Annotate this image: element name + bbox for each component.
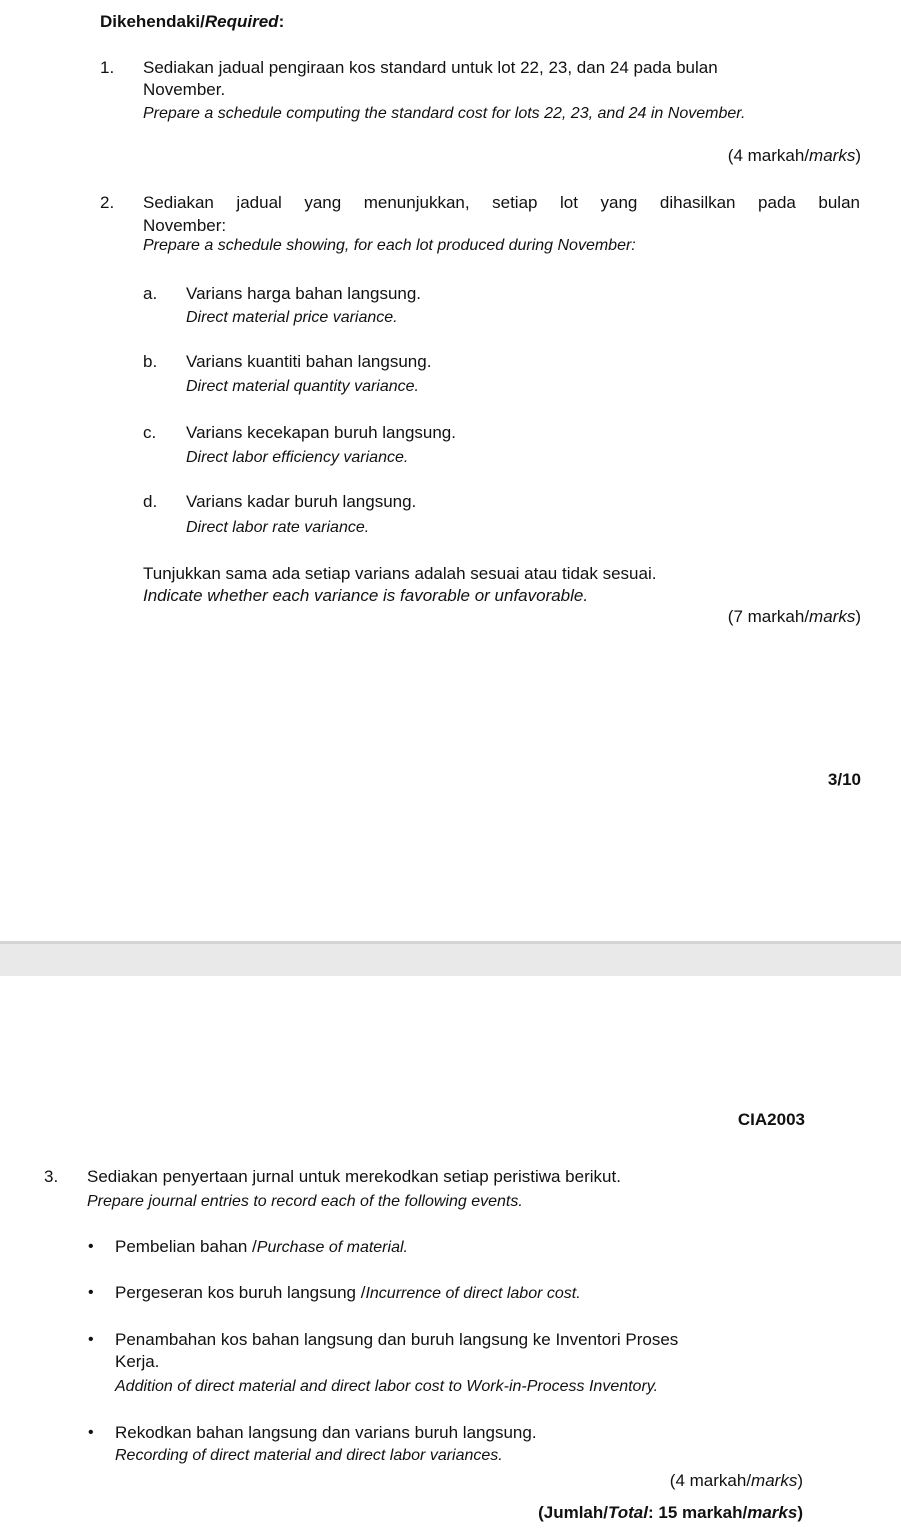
q3-number: 3. bbox=[44, 1167, 59, 1186]
q3-text-ms: Sediakan penyertaan jurnal untuk merekodkan setiap peristiwa berikut. bbox=[87, 1167, 621, 1186]
q2-text-ms-line2: November: bbox=[143, 216, 227, 235]
q2-instruction-en: Indicate whether each variance is favorable or unfavorable. bbox=[143, 586, 589, 605]
q3-bullet-text: Pembelian bahan /Purchase of material. bbox=[115, 1237, 408, 1256]
bullet-icon: • bbox=[88, 1331, 94, 1348]
q3-text-en: Prepare journal entries to record each of the following events. bbox=[87, 1193, 523, 1210]
total-marks: (Jumlah/Total: 15 markah/marks) bbox=[538, 1503, 803, 1522]
page-separator bbox=[0, 941, 901, 976]
q2-item-ms: Varians harga bahan langsung. bbox=[186, 284, 422, 303]
q3-bullet-text-ms-line1: Penambahan kos bahan langsung dan buruh langsung ke Inventori Proses bbox=[115, 1330, 679, 1349]
required-heading: Dikehendaki/Required: bbox=[100, 12, 285, 31]
q2-item-en: Direct labor rate variance. bbox=[186, 519, 370, 536]
q2-number: 2. bbox=[100, 193, 115, 212]
q2-item-letter: a. bbox=[143, 284, 158, 303]
q2-item-ms: Varians kadar buruh langsung. bbox=[186, 492, 417, 511]
q3-bullet-text: Pergeseran kos buruh langsung /Incurrence of direct labor cost. bbox=[115, 1283, 581, 1302]
q3-bullet-text-ms-line2: Kerja. bbox=[115, 1352, 160, 1371]
q2-item-ms: Varians kuantiti bahan langsung. bbox=[186, 352, 432, 371]
bullet-icon: • bbox=[88, 1424, 94, 1441]
q1-number: 1. bbox=[100, 58, 115, 77]
q2-item-en: Direct material quantity variance. bbox=[186, 378, 419, 395]
bullet-icon: • bbox=[88, 1238, 94, 1255]
q3-bullet-text-ms: Rekodkan bahan langsung dan varians buruh langsung. bbox=[115, 1423, 537, 1442]
q2-item-ms: Varians kecekapan buruh langsung. bbox=[186, 423, 456, 442]
q1-text-ms-line2: November. bbox=[143, 80, 226, 99]
q1-marks: (4 markah/marks) bbox=[727, 146, 861, 165]
q1-text-en: Prepare a schedule computing the standard cost for lots 22, 23, and 24 in November. bbox=[143, 105, 746, 122]
q3-marks: (4 markah/marks) bbox=[669, 1471, 803, 1490]
q3-bullet-text-en: Recording of direct material and direct labor variances. bbox=[115, 1447, 503, 1464]
q2-item-letter: c. bbox=[143, 423, 157, 442]
q2-text-en: Prepare a schedule showing, for each lot produced during November: bbox=[143, 237, 636, 254]
q1-text-ms-line1: Sediakan jadual pengiraan kos standard untuk lot 22, 23, dan 24 pada bulan bbox=[143, 58, 718, 77]
bullet-icon: • bbox=[88, 1284, 94, 1301]
q2-text-ms-line1: Sediakan jadual yang menunjukkan, setiap lot yang dihasilkan pada bulan bbox=[143, 193, 860, 212]
page-number: 3/10 bbox=[827, 770, 861, 789]
q2-item-letter: b. bbox=[143, 352, 158, 371]
q2-item-en: Direct material price variance. bbox=[186, 309, 398, 326]
q2-item-en: Direct labor efficiency variance. bbox=[186, 449, 409, 466]
course-code: CIA2003 bbox=[737, 1110, 805, 1129]
q3-bullet-text-en: Addition of direct material and direct labor cost to Work-in-Process Inventory. bbox=[115, 1378, 659, 1395]
q2-marks: (7 markah/marks) bbox=[727, 607, 861, 626]
q2-item-letter: d. bbox=[143, 492, 158, 511]
q2-instruction-ms: Tunjukkan sama ada setiap varians adalah sesuai atau tidak sesuai. bbox=[143, 564, 657, 583]
